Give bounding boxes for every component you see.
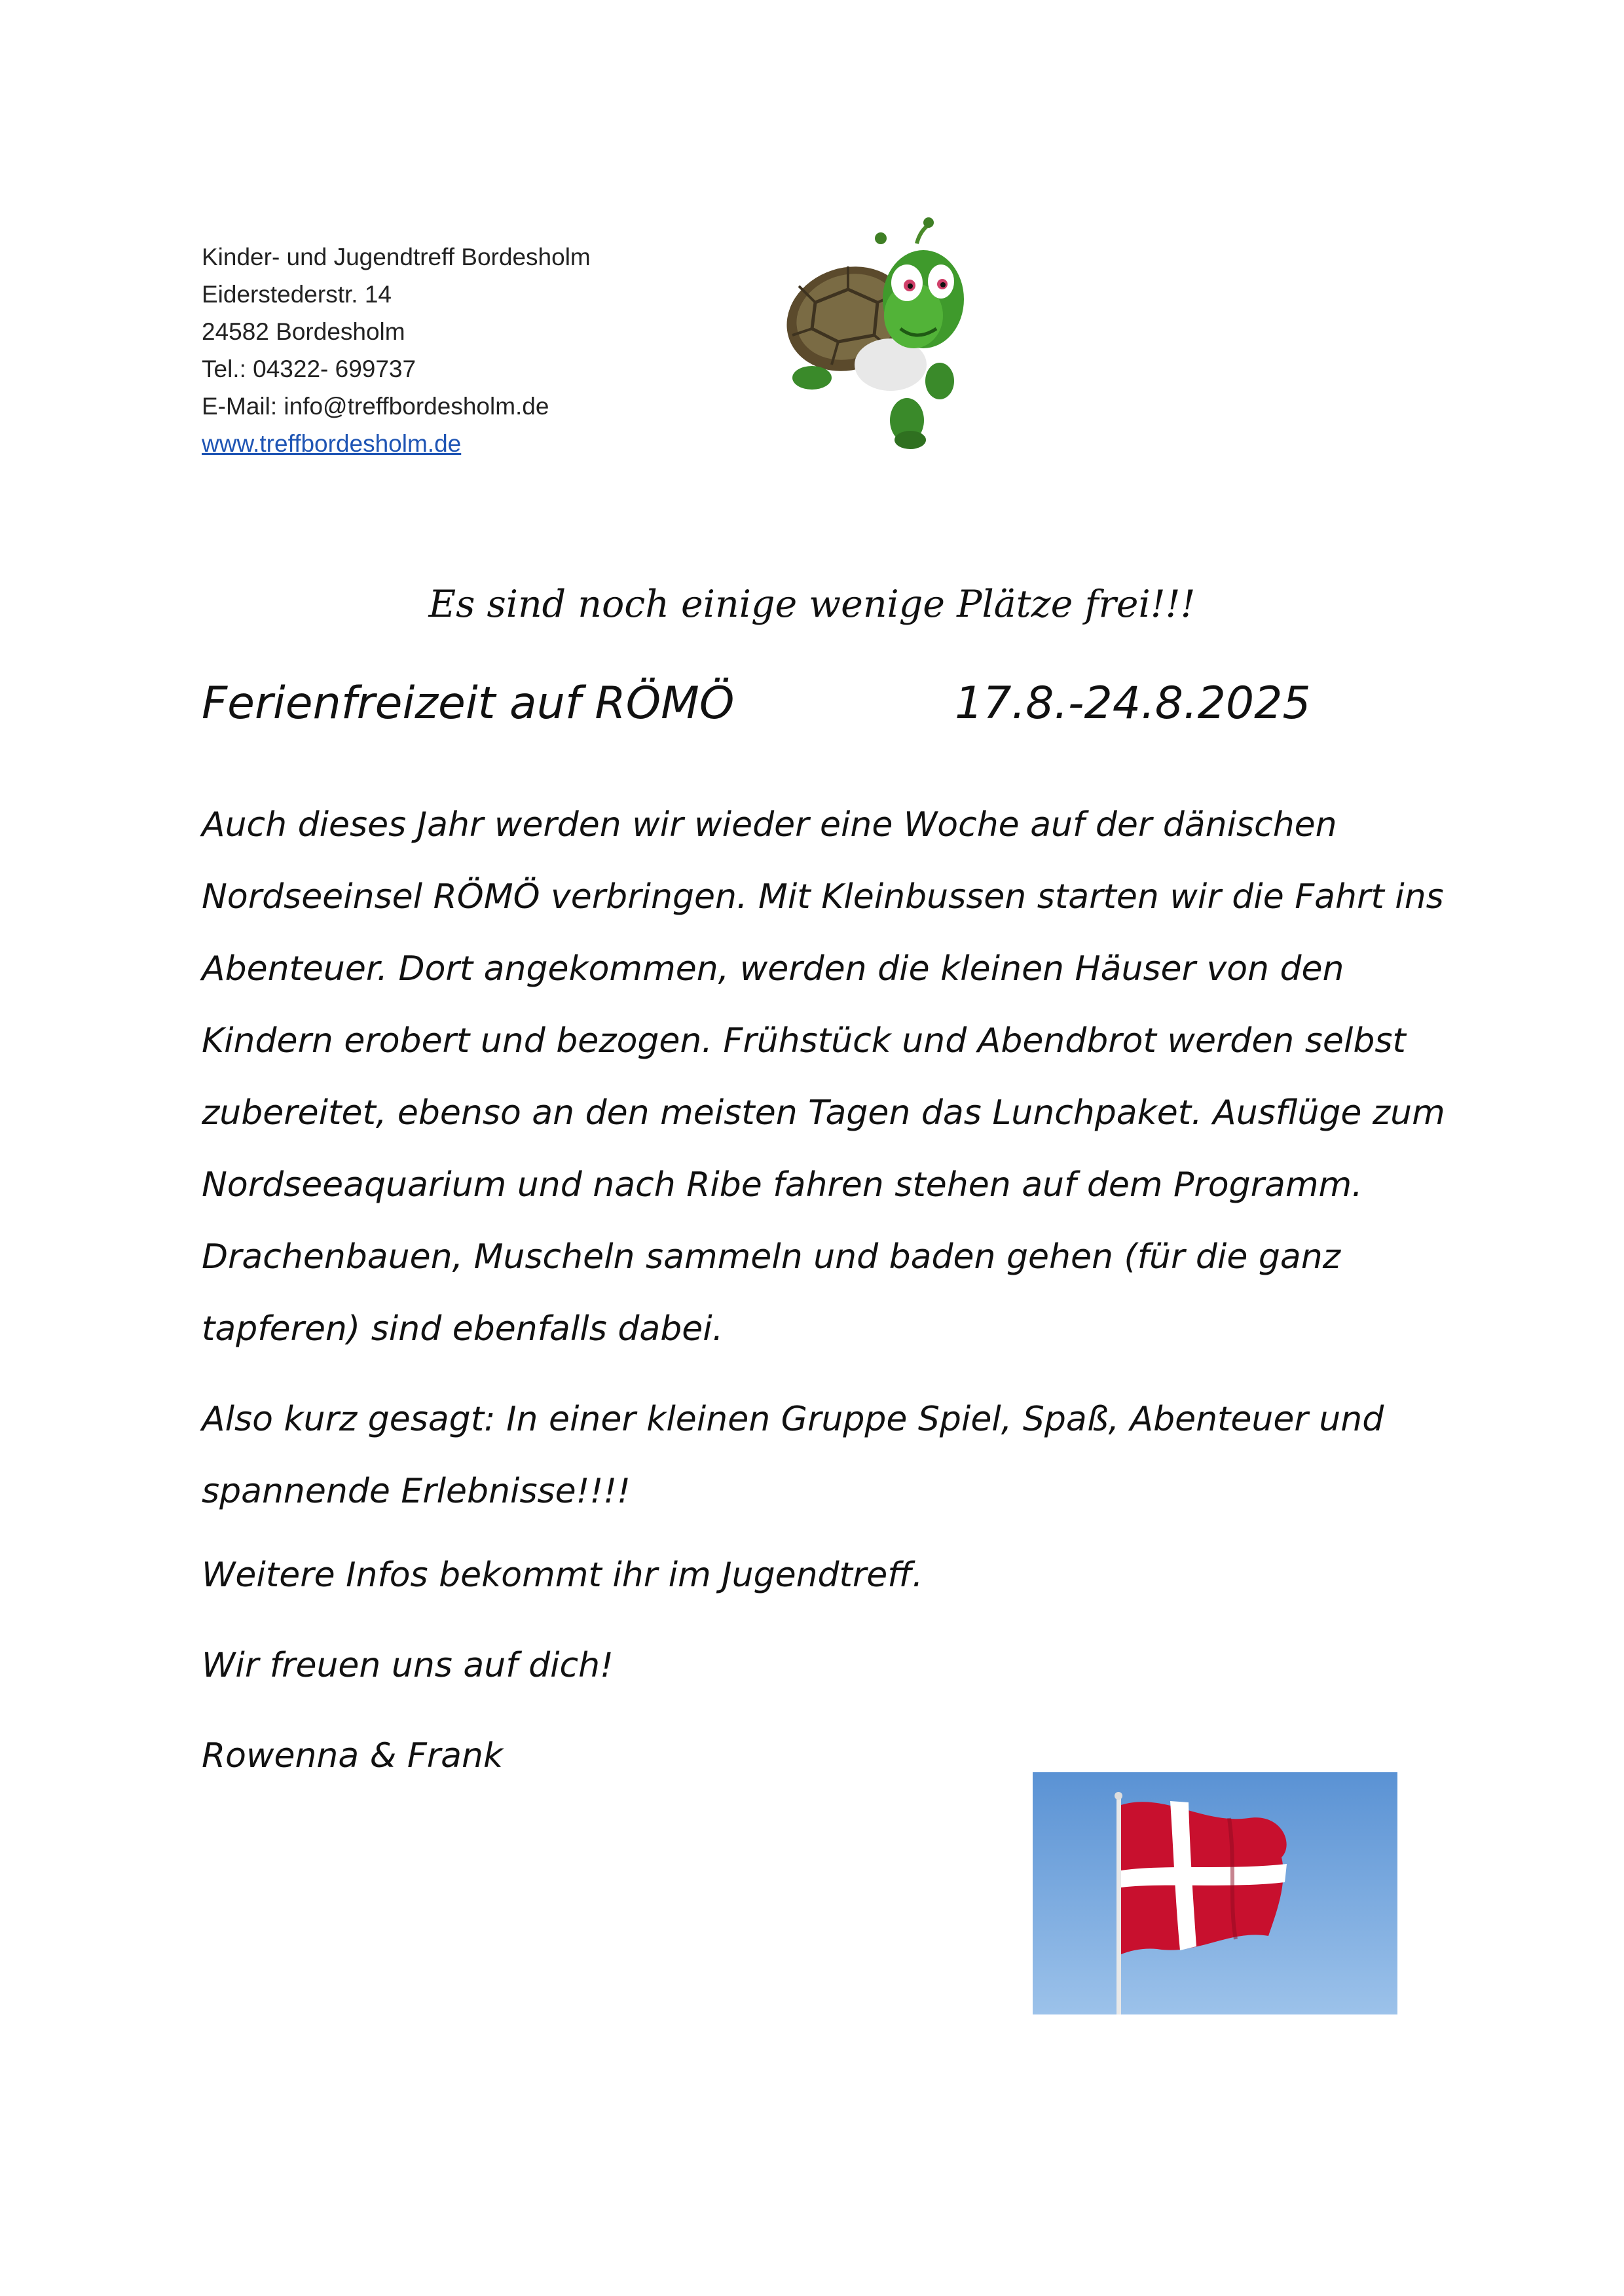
signature: Rowenna & Frank	[202, 1736, 504, 1776]
danish-flag-icon	[1033, 1772, 1397, 2014]
postal-city: 24582 Bordesholm	[202, 318, 405, 345]
turtle-mascot-icon	[776, 204, 1002, 463]
greeting-line: Wir freuen uns auf dich!	[202, 1646, 614, 1685]
event-dates: 17.8.-24.8.2025	[955, 678, 1311, 729]
event-title-text: Ferienfreizeit auf RÖMÖ	[202, 678, 735, 729]
info-line: Weitere Infos bekommt ihr im Jugendtreff.	[202, 1556, 923, 1595]
description-paragraph: Auch dieses Jahr werden wir wieder eine Woche auf der dänischen Nordseeinsel RÖMÖ verbringen. Mit Kleinbussen starten wir die Fahrt ins Abenteuer. Dort angekommen, werden die kleinen Häuser von den Kindern erobert und bezogen. Frühstück und Abendbrot werden selbst zubereitet, ebenso an den meisten Tagen das Lunchpaket. Ausflüge zum Nordseeaquarium und nach Ribe fahren stehen auf dem Programm. Drachenbauen, Muscheln sammeln und baden gehen (für die ganz tapferen) sind ebenfalls dabei.	[202, 805, 1445, 1349]
summary-paragraph: Also kurz gesagt: In einer kleinen Gruppe Spiel, Spaß, Abenteuer und spannende Erlebnisse!!!!	[202, 1400, 1384, 1511]
event-description	[202, 789, 1466, 1810]
event-title	[202, 678, 1311, 729]
address-block	[202, 238, 591, 462]
email-address: E-Mail: info@treffbordesholm.de	[202, 393, 549, 420]
street-address: Eiderstederstr. 14	[202, 281, 392, 308]
org-name: Kinder- und Jugendtreff Bordesholm	[202, 244, 591, 270]
website-link[interactable]: www.treffbordesholm.de	[202, 430, 462, 457]
availability-notice: Es sind noch einige wenige Plätze frei!!!	[428, 583, 1196, 626]
phone-number: Tel.: 04322- 699737	[202, 355, 416, 382]
